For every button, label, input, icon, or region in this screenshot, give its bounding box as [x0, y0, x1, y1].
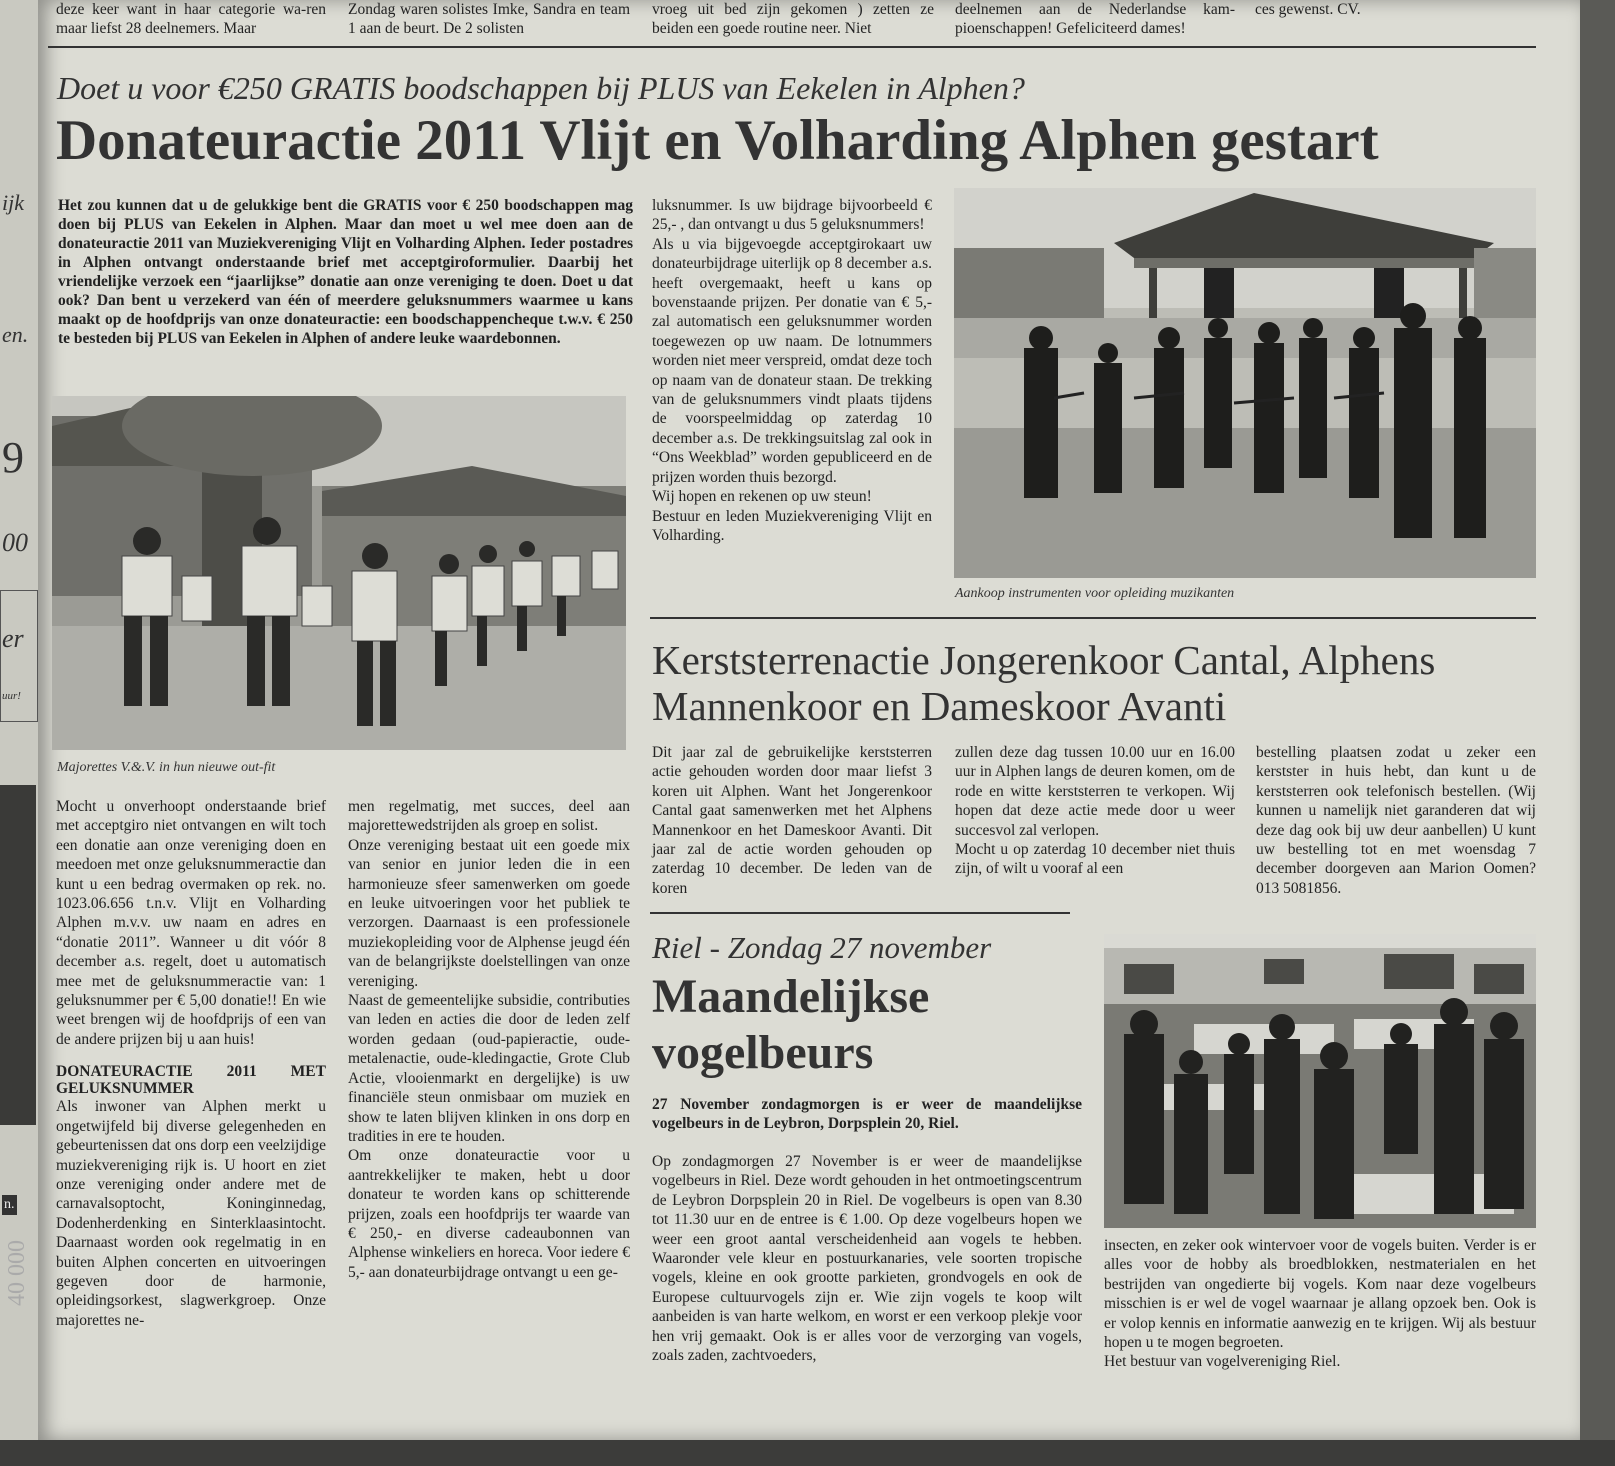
- article2-headline: Kerststerrenactie Jongerenkoor Cantal, Alphens Mannenkoor en Dameskoor Avanti: [652, 637, 1436, 729]
- margin-fragment: n.: [2, 1195, 17, 1215]
- margin-fragment: 9: [2, 433, 24, 482]
- article1-column-3: [652, 196, 932, 545]
- margin-fragment: ijk: [2, 190, 24, 215]
- article2-column-3: bestelling plaatsen zodat u zeker een kerstster in huis hebt, dan kunt u de kerststerren ook telefonisch bestellen. (Wij kunnen u namelijk niet garanderen dat wij deze dag ook bij uw deur aanbellen) U kunt uw bestelling tot en met woensdag 7 december doorgeven aan Marion Oomen? 013 5081856.: [1256, 744, 1536, 897]
- margin-fragment: en.: [2, 322, 29, 347]
- top-strip-col-3: vroeg uit bed zijn gekomen ) zetten ze beiden een goede routine neer. Niet: [652, 1, 934, 37]
- paragraph: Om onze donateuractie voor u aantrekkelijker te maken, hebt u door donateur te worden kans op schitterende prijzen, zoals een hoofdprijs ter waarde van € 250,- en diverse cadeaubonnen van Alphense winkeliers en horeca. Voor iedere € 5,- aan donateurbijdrage ontvangt u een ge-: [348, 1147, 630, 1281]
- paragraph: Naast de gemeentelijke subsidie, contributies van leden en acties die door de leden zelf worden gedaan (oud-papieractie, oude-metalenactie, oude-kledingactie, Grote Club Actie, vlooienmarkt en dergelijke) is uw financiële steun onmisbaar om muziek en show te laten blijven klinken in ons dorp en tradities in ere te houden.: [348, 992, 630, 1145]
- paragraph: Mocht u onverhoopt onderstaande brief met acceptgiro niet ontvangen en wilt toch een donatie aan onze vereniging doen en meedoen met onze geluksnummeractie dan kunt u een bedrag overmaken op rek. no. 1023.06.656 t.n.v. Vlijt en Volharding Alphen m.v.v. uw naam en adres en “donatie 2011”. Wanneer u dit vóór 8 december a.s. regelt, doet u automatisch mee met de geluksnummeractie van: 1 geluksnummer per € 5,00 donatie!! En wie weet brengen wij de hoofdprijs of een van de andere prijzen bij u aan huis!: [56, 798, 326, 1048]
- majorettes-photo: [52, 396, 626, 750]
- article3-headline-line2: vogelbeurs: [652, 1026, 874, 1079]
- article3-headline-line1: Maandelijkse: [652, 970, 930, 1023]
- photo1-caption: Majorettes V.&.V. in hun nieuwe out-fit: [57, 760, 276, 775]
- top-strip-col-4: deelnemen aan de Nederlandse kam-pioenschappen! Gefeliciteerd dames!: [955, 1, 1235, 37]
- divider-rule: [48, 46, 1536, 48]
- paragraph: insecten, en zeker ook wintervoer voor de vogels buiten. Verder is er alles voor de hobby als broedblokken, nestmaterialen en het bestrijden van ongedierte bij vogels. Kom naar deze vogelbeurs misschien is er wel de vogel waarnaar je allang opzoek ben. Ook is er volop kennis en informatie aanwezig en te krijgen. Wij als bestuur hopen u te mogen begroeten.: [1104, 1237, 1536, 1352]
- page-edge-bottom: [0, 1440, 1615, 1466]
- margin-fragment: 00: [2, 528, 28, 557]
- paragraph: men regelmatig, met succes, deel aan majorettewedstrijden als groep en solist.: [348, 798, 630, 835]
- vogelbeurs-photo: [1104, 934, 1536, 1228]
- left-margin-strip: [0, 0, 40, 1466]
- article1-subhead: DONATEURACTIE 2011 MET GELUKSNUMMER: [56, 1063, 326, 1098]
- band-photo: [954, 188, 1536, 578]
- top-strip-col-5: ces gewenst. CV.: [1255, 1, 1361, 18]
- paragraph: Onze vereniging bestaat uit een goede mix van senior en junior leden die in een harmonieuze sfeer samenwerken om goede en leuke uitvoeringen voor het publiek te verzorgen. Daarnaast is een professionele muziekopleiding voor de Alphense jeugd één van de belangrijkste doelstellingen van onze vereniging.: [348, 836, 630, 990]
- top-strip-col-2: Zondag waren solistes Imke, Sandra en team 1 aan de beurt. De 2 solisten: [348, 1, 630, 37]
- photo2-caption: Aankoop instrumenten voor opleiding muzikanten: [955, 586, 1235, 601]
- paragraph: Als u via bijgevoegde acceptgirokaart uw donateurbijdrage uiterlijk op 8 december a.s. heeft overgemaakt, heeft u kans op bovenstaande prijzen. Per donatie van € 5,- zal automatisch een geluksnummer worden toegewezen op uw naam. De lotnummers worden niet meer verspreid, omdat deze toch op naam van de donateur staan. De trekking van de geluksnummers vindt plaats tijdens de voorspeelmiddag op zaterdag 10 december a.s. De trekkingsuitslag zal ook in “Ons Weekblad” worden gepubliceerd en de prijzen worden thuis bezorgd.: [652, 235, 932, 486]
- article1-lead: Het zou kunnen dat u de gelukkige bent die GRATIS voor € 250 boodschappen mag doen bij PLUS van Eekelen in Alphen. Maar dan moet u wel mee doen aan de donateuractie 2011 van Muziekvereniging Vlijt en Volharding Alphen. Ieder postadres in Alphen ontvangt onderstaande brief met acceptgiroformulier. Daarbij het vriendelijke verzoek een “jaarlijkse” donatie aan onze vereniging te doen. Doet u dat ook? Dan bent u verzekerd van één of meerdere geluksnummers waarmee u kans maakt op de hoofdprijs van onze donateuractie: een boodschappencheque t.w.v. € 250 te besteden bij PLUS van Eekelen in Alphen of andere leuke waardebonnen.: [58, 197, 633, 347]
- article1-column-1: [56, 797, 326, 1330]
- margin-fragment: er: [2, 624, 24, 653]
- article2-column-1: Dit jaar zal de gebruikelijke kerststerren actie gehouden worden door maar liefst 3 koren uit Alphen. Want het Jongerenkoor Cantal gaat samenwerken met het Alphens Mannenkoor en het Dameskoor Avanti. Dit jaar zal de actie worden gehouden op zaterdag 10 december. De leden van de koren: [652, 744, 932, 897]
- article3-column-1: Op zondagmorgen 27 November is er weer de maandelijkse vogelbeurs in Riel. Deze wordt gehouden in het ontmoetingscentrum de Leybron Dorpsplein 20 in Riel. De vogelbeurs is open van 8.30 tot 11.30 uur en de entree is € 1.00. Op deze vogelbeurs hopen we weer een groot aantal verscheidenheid aan vogels te hebben. Waaronder vele kleur en postuurkanaries, vele soorten tropische vogels, kleine en ook grootte parkieten, grondvogels en ook de Europese cultuurvogels zijn er. Wie zijn vogels te koop wilt aanbeiden is van harte welkom, en worst er een verkoop plekje voor hen vrij gemaakt. Ook is er alles voor de verzorging van vogels, zoals zaden, zachtvoeders,: [652, 1153, 1082, 1365]
- article3-kicker: Riel - Zondag 27 november: [652, 930, 992, 965]
- article1-column-2: [348, 797, 630, 1282]
- article3-column-2: [1104, 1236, 1536, 1372]
- paragraph: Mocht u op zaterdag 10 december niet thuis zijn, of wilt u vooraf al een: [955, 841, 1235, 878]
- paragraph: luksnummer. Is uw bijdrage bijvoorbeeld € 25,- , dan ontvangt u dus 5 geluksnummers!: [652, 197, 932, 234]
- page-edge-right: [1580, 0, 1615, 1466]
- divider-rule: [650, 912, 1070, 914]
- paragraph: Bestuur en leden Muziekvereniging Vlijt en Volharding.: [652, 507, 932, 544]
- margin-box: [0, 590, 38, 722]
- article3-lead: 27 November zondagmorgen is er weer de maandelijkse vogelbeurs in de Leybron, Dorpsplein 20, Riel.: [652, 1096, 1082, 1132]
- article1-headline: Donateuractie 2011 Vlijt en Volharding Alphen gestart: [56, 109, 1379, 172]
- article2-column-2: [955, 743, 1235, 879]
- divider-rule: [650, 617, 1536, 619]
- paragraph: Wij hopen en rekenen op uw steun!: [652, 488, 872, 506]
- margin-fragment: 40 000: [4, 1240, 30, 1306]
- article1-kicker: Doet u voor €250 GRATIS boodschappen bij PLUS van Eekelen in Alphen?: [57, 70, 1025, 106]
- margin-fragment: uur!: [2, 690, 21, 702]
- paragraph: Het bestuur van vogelvereniging Riel.: [1104, 1353, 1341, 1371]
- margin-dark-photo: [0, 785, 36, 1125]
- paragraph: Als inwoner van Alphen merkt u ongetwijfeld bij diverse gelegenheden en gebeurtenissen dat ons dorp een veelzijdige muziekvereniging rijk is. U hoort en ziet onze vereniging onder andere met de carnavalsoptocht, Koninginnedag, Dodenherdenking en Sinterklaasintocht. Daarnaast worden ook regelmatig in en buiten Alphen concerten en uitvoeringen gegeven door de harmonie, opleidingsorkest, slagwerkgroep. Onze majorettes ne-: [56, 1098, 326, 1329]
- top-strip-col-1: deze keer want in haar categorie wa-ren maar liefst 28 deelnemers. Maar: [56, 1, 326, 37]
- paragraph: zullen deze dag tussen 10.00 uur en 16.00 uur in Alphen langs de deuren komen, om de rode en witte kerststerren te verkopen. Wij hopen dat deze actie mede door u weer succesvol zal verlopen.: [955, 744, 1235, 839]
